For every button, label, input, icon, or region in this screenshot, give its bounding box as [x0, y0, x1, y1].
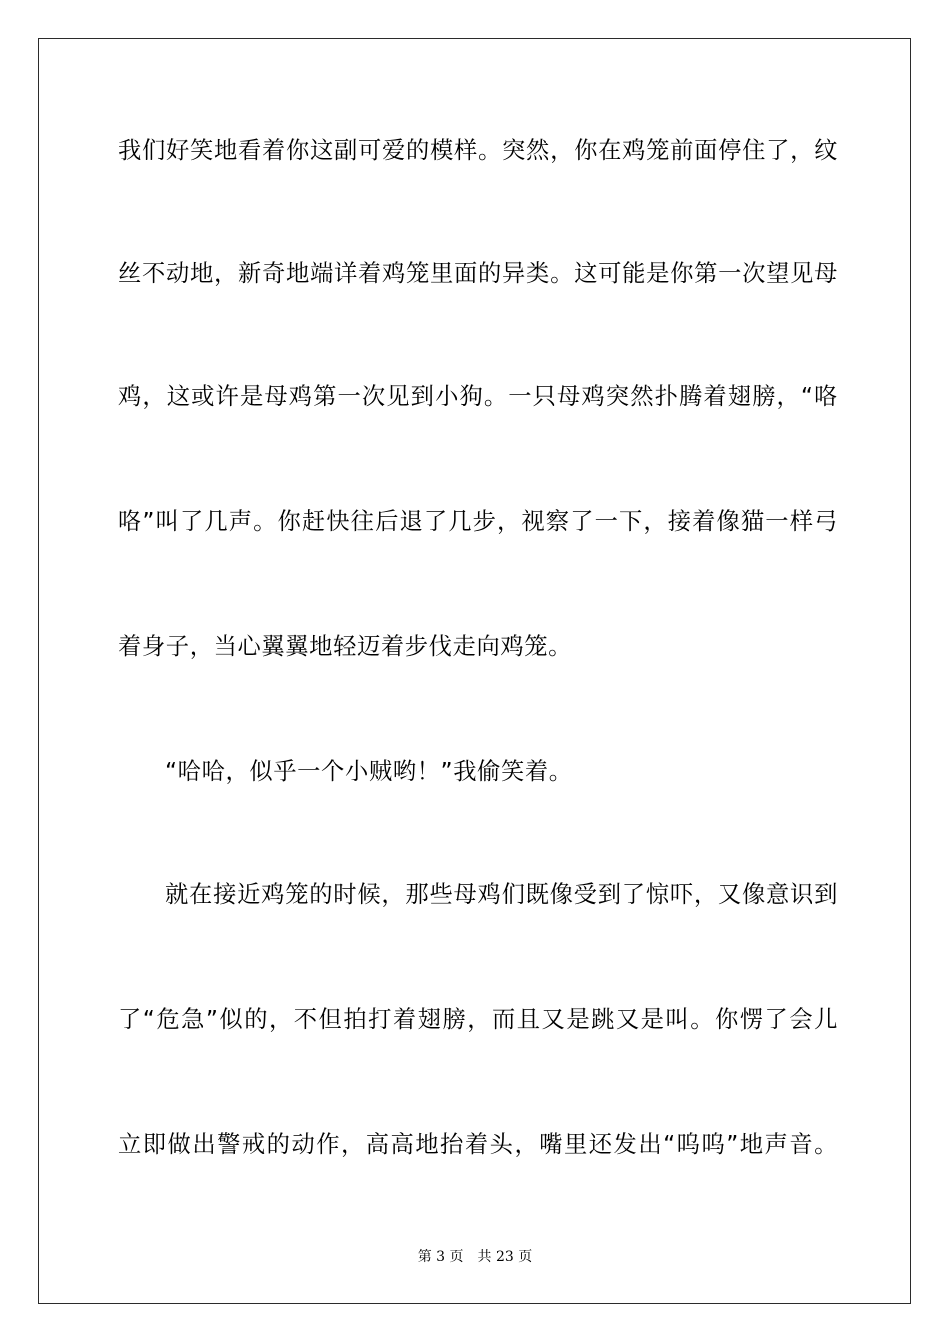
text-line: 丝不动地，新奇地端详着鸡笼里面的异类。这可能是你第一次望见母	[118, 260, 838, 287]
text-line-indented: 就在接近鸡笼的时候，那些母鸡们既像受到了惊吓，又像意识到	[165, 881, 838, 908]
text-line: 着身子，当心翼翼地轻迈着步伐走向鸡笼。	[118, 633, 573, 660]
text-line: 立即做出警戒的动作，高高地抬着头，嘴里还发出“呜呜”地声音。	[118, 1131, 838, 1158]
text-line: 咯”叫了几声。你赶快往后退了几步，视察了一下，接着像猫一样弓	[118, 508, 838, 535]
page-border	[38, 38, 911, 1304]
page-footer	[0, 1248, 950, 1266]
page-number: 第 3 页	[417, 1249, 464, 1265]
text-line-indented: “哈哈，似乎一个小贼哟！”我偷笑着。	[165, 758, 573, 785]
text-line: 了“危急”似的，不但拍打着翅膀，而且又是跳又是叫。你愣了会儿	[118, 1006, 838, 1033]
text-line: 我们好笑地看着你这副可爱的模样。突然，你在鸡笼前面停住了，纹	[118, 137, 838, 164]
text-line: 鸡，这或许是母鸡第一次见到小狗。一只母鸡突然扑腾着翅膀，“咯	[118, 383, 838, 410]
page-total: 共 23 页	[477, 1249, 533, 1265]
